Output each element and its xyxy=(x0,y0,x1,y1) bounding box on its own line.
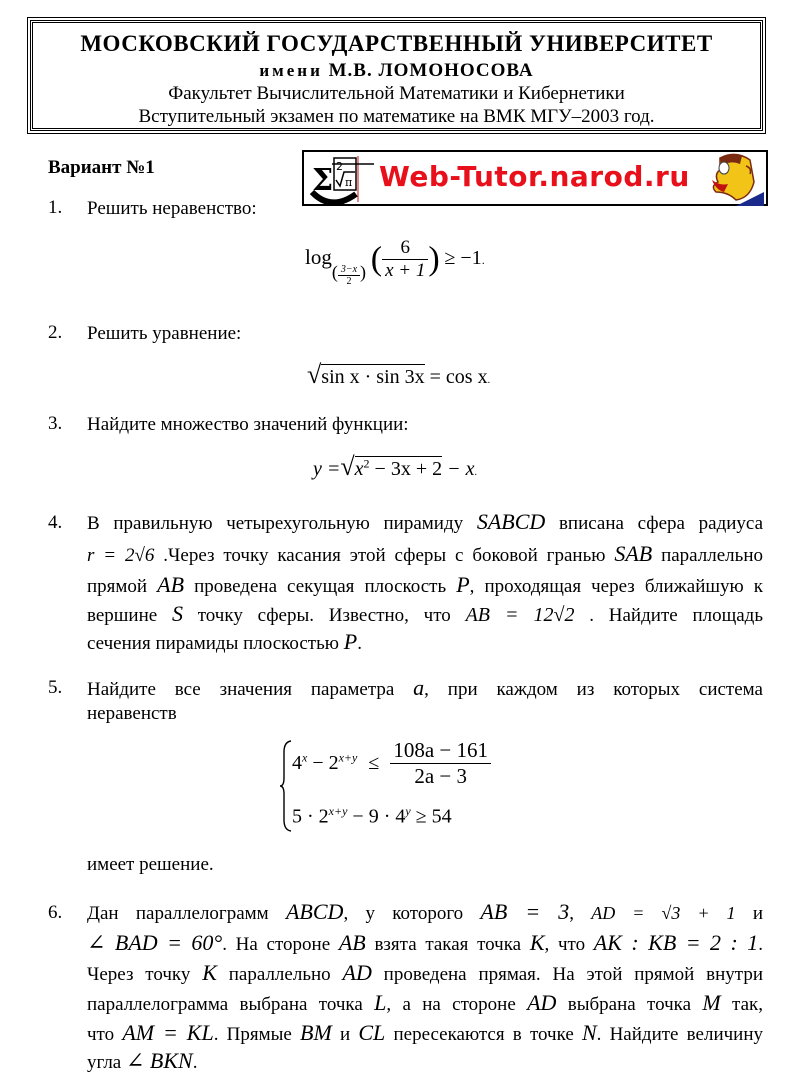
problem-6-number: 6. xyxy=(48,902,63,923)
text-fragment: . Прямые xyxy=(213,1024,301,1045)
text-fragment: , а на стороне xyxy=(386,994,528,1015)
problem-3-number: 3. xyxy=(48,413,63,434)
math-expression: P xyxy=(456,572,470,597)
math-expression: SABCD xyxy=(476,509,546,534)
text-fragment: − 9 · 4 xyxy=(347,805,406,828)
text-fragment: x+y xyxy=(338,750,358,765)
problem-4-number: 4. xyxy=(48,512,63,533)
math-expression: L xyxy=(374,990,387,1015)
math-expression: AB = 12√2 xyxy=(465,604,575,626)
text-fragment: . xyxy=(357,633,362,654)
text-fragment: , что xyxy=(544,934,594,955)
text-fragment: 5 · 2 xyxy=(292,805,329,828)
screaming-man-mascot-icon xyxy=(706,152,764,206)
text-fragment: Дан параллелограмм xyxy=(87,903,286,924)
text-fragment: ≤ xyxy=(368,752,380,774)
math-expression: r = 2√6 xyxy=(87,545,155,566)
text-fragment: x xyxy=(302,750,308,765)
text-fragment: и xyxy=(331,1024,359,1045)
problem-1-number: 1. xyxy=(48,197,63,218)
log-argument xyxy=(382,237,428,282)
problem-6-text xyxy=(87,897,763,929)
math-expression: ∠ BAD = 60° xyxy=(87,930,223,955)
text-fragment: . xyxy=(481,252,485,267)
text-fragment: угла xyxy=(87,1052,126,1073)
text-fragment: = cos x xyxy=(429,366,488,388)
university-header xyxy=(30,20,763,131)
university-named-after xyxy=(33,60,760,82)
problem-2-formula: √sin x · sin 3x = cos x. xyxy=(307,360,491,389)
math-expression: AB xyxy=(157,572,185,597)
math-expression: N xyxy=(581,1020,597,1045)
math-expression: BM xyxy=(300,1020,332,1045)
text-fragment: − 3x + 2 xyxy=(369,458,443,480)
text-fragment: x+y xyxy=(328,804,348,818)
text-fragment: 2 xyxy=(363,456,370,471)
math-expression: P xyxy=(343,629,358,654)
text-fragment: , xyxy=(569,903,592,924)
system-row-2 xyxy=(292,804,452,829)
text-fragment: проведена прямая. На этой прямой внутри xyxy=(371,964,764,985)
problem-5-number: 5. xyxy=(48,677,63,698)
text-fragment: сечения пирамиды плоскостью xyxy=(87,633,344,654)
faculty-name: Факультет Вычислительной Математики и Кибернетики xyxy=(168,83,625,104)
problem-3-formula: $y =√x^2 - 3x + 2 - x$. xyxy=(313,452,477,481)
problem-4-text xyxy=(87,507,763,539)
brace-icon xyxy=(280,740,292,832)
math-expression: AM = KL xyxy=(122,1020,214,1045)
text-fragment: 3−x xyxy=(338,264,360,276)
text-fragment: y xyxy=(405,804,411,818)
math-expression: K xyxy=(202,960,217,985)
system-row-1 xyxy=(292,738,491,789)
text-fragment: вписана сфера радиуса xyxy=(545,513,763,534)
problem-5-text-line-2: неравенств xyxy=(87,703,177,724)
text-fragment: x + 1 xyxy=(385,260,426,281)
math-expression: M xyxy=(702,990,721,1015)
problem-4-text-line-3 xyxy=(87,570,763,602)
math-expression: − x xyxy=(442,458,475,480)
text-fragment: Через точку xyxy=(87,964,203,985)
math-expression: AK : KB = 2 : 1 xyxy=(593,930,759,955)
radicand: sin x · sin 3x xyxy=(321,366,425,388)
text-fragment: и xyxy=(735,903,763,924)
math-expression: AB xyxy=(338,930,366,955)
named-after-prefix: имени xyxy=(259,61,323,80)
problem-2-number: 2. xyxy=(48,322,63,343)
text-fragment: параллельно xyxy=(216,964,343,985)
log-base: ( $\frac{3-x}{2}$ ) xyxy=(331,261,367,288)
math-expression: AB = 3 xyxy=(480,899,570,924)
exam-title: Вступительный экзамен по математике на ВМК МГУ–2003 год. xyxy=(138,106,655,127)
math-expression: a xyxy=(413,675,425,700)
text-fragment: ≥ 54 xyxy=(410,805,452,828)
text-fragment: − 2 xyxy=(307,752,339,774)
text-fragment: , у которого xyxy=(343,903,481,924)
text-fragment: . На стороне xyxy=(222,934,339,955)
problem-1-formula: log( $\frac{3-x}{2}$ ) ( $\frac{6}{x + 1}$ ) ≥ −1. xyxy=(305,237,485,288)
text-fragment: пересекаются в точке xyxy=(385,1024,582,1045)
radicand xyxy=(355,456,442,480)
text-fragment: .Через точку касания этой сферы с боковой гранью xyxy=(154,545,615,566)
problem-6-text-line-4 xyxy=(87,988,763,1020)
text-fragment: 108a − 161 xyxy=(390,738,491,764)
math-expression: CL xyxy=(358,1020,386,1045)
text-fragment: . Найдите величину xyxy=(596,1024,763,1045)
text-fragment: В правильную четырехугольную пирамиду xyxy=(87,513,477,534)
text-fragment: . xyxy=(192,1052,198,1073)
text-fragment: параллельно xyxy=(652,545,763,566)
problem-5-text-after: имеет решение. xyxy=(87,854,214,875)
text-fragment: 2a − 3 xyxy=(414,764,468,788)
math-expression: AD xyxy=(527,990,557,1015)
problem-4-text-line-5 xyxy=(87,627,362,659)
text-fragment: , при каждом из которых система xyxy=(424,679,763,700)
svg-text:Σ: Σ xyxy=(312,163,334,198)
math-expression: y = xyxy=(313,458,341,480)
svg-text:π: π xyxy=(345,176,353,189)
text-fragment: 2 xyxy=(346,276,352,288)
problem-1-text: Решить неравенство: xyxy=(87,198,257,219)
text-fragment: проведена секущая плоскость xyxy=(184,576,457,597)
text-fragment: Найдите все значения параметра xyxy=(87,679,414,700)
web-tutor-banner[interactable] xyxy=(302,150,768,206)
text-fragment: . xyxy=(758,934,764,955)
named-after-name: М.В. ЛОМОНОСОВА xyxy=(328,60,534,81)
math-expression: ∠ BKN xyxy=(126,1048,193,1073)
text-fragment: . Найдите площадь xyxy=(574,605,763,626)
text-fragment: прямой xyxy=(87,576,158,597)
math-expression: SAB xyxy=(614,541,653,566)
banner-site-name[interactable]: Web-Tutor.narod.ru xyxy=(379,160,690,193)
text-fragment: 6 xyxy=(382,237,428,260)
math-expression: AD = √3 + 1 xyxy=(591,903,736,923)
text-fragment: так, xyxy=(720,994,763,1015)
math-expression: S xyxy=(171,601,183,626)
text-fragment: . xyxy=(487,375,491,386)
math-expression: AD xyxy=(342,960,372,985)
text-fragment: что xyxy=(87,1024,123,1045)
problem-2-text: Решить уравнение: xyxy=(87,323,242,344)
text-fragment: . xyxy=(474,467,477,478)
text-fragment: параллелограмма выбрана точка xyxy=(87,994,375,1015)
math-expression: K xyxy=(529,930,545,955)
problem-6-text-line-6 xyxy=(87,1046,197,1078)
text-fragment: точку сферы. Известно, что xyxy=(182,605,466,626)
math-expression: x xyxy=(354,458,364,480)
text-fragment: взята такая точка xyxy=(365,934,530,955)
math-expression: ABCD xyxy=(285,899,344,924)
problem-4-text-line-2 xyxy=(87,539,763,571)
svg-text:2: 2 xyxy=(336,160,343,173)
log-operator: log xyxy=(305,244,332,269)
text-fragment: выбрана точка xyxy=(556,994,703,1015)
text-fragment: 4 xyxy=(292,752,302,774)
variant-title: Вариант №1 xyxy=(48,157,155,178)
problem-5-text xyxy=(87,673,763,705)
math-sigma-root-logo-icon xyxy=(306,154,376,204)
text-fragment: вершине xyxy=(87,605,172,626)
text-fragment: , проходящая через ближайшую к xyxy=(469,576,763,597)
problem-3-text: Найдите множество значений функции: xyxy=(87,414,409,435)
problem-6-text-line-3 xyxy=(87,958,763,990)
university-name: МОСКОВСКИЙ ГОСУДАРСТВЕННЫЙ УНИВЕРСИТЕТ xyxy=(80,31,713,56)
inequality-rhs: ≥ −1 xyxy=(444,246,482,269)
problem-6-text-line-2 xyxy=(87,928,763,960)
